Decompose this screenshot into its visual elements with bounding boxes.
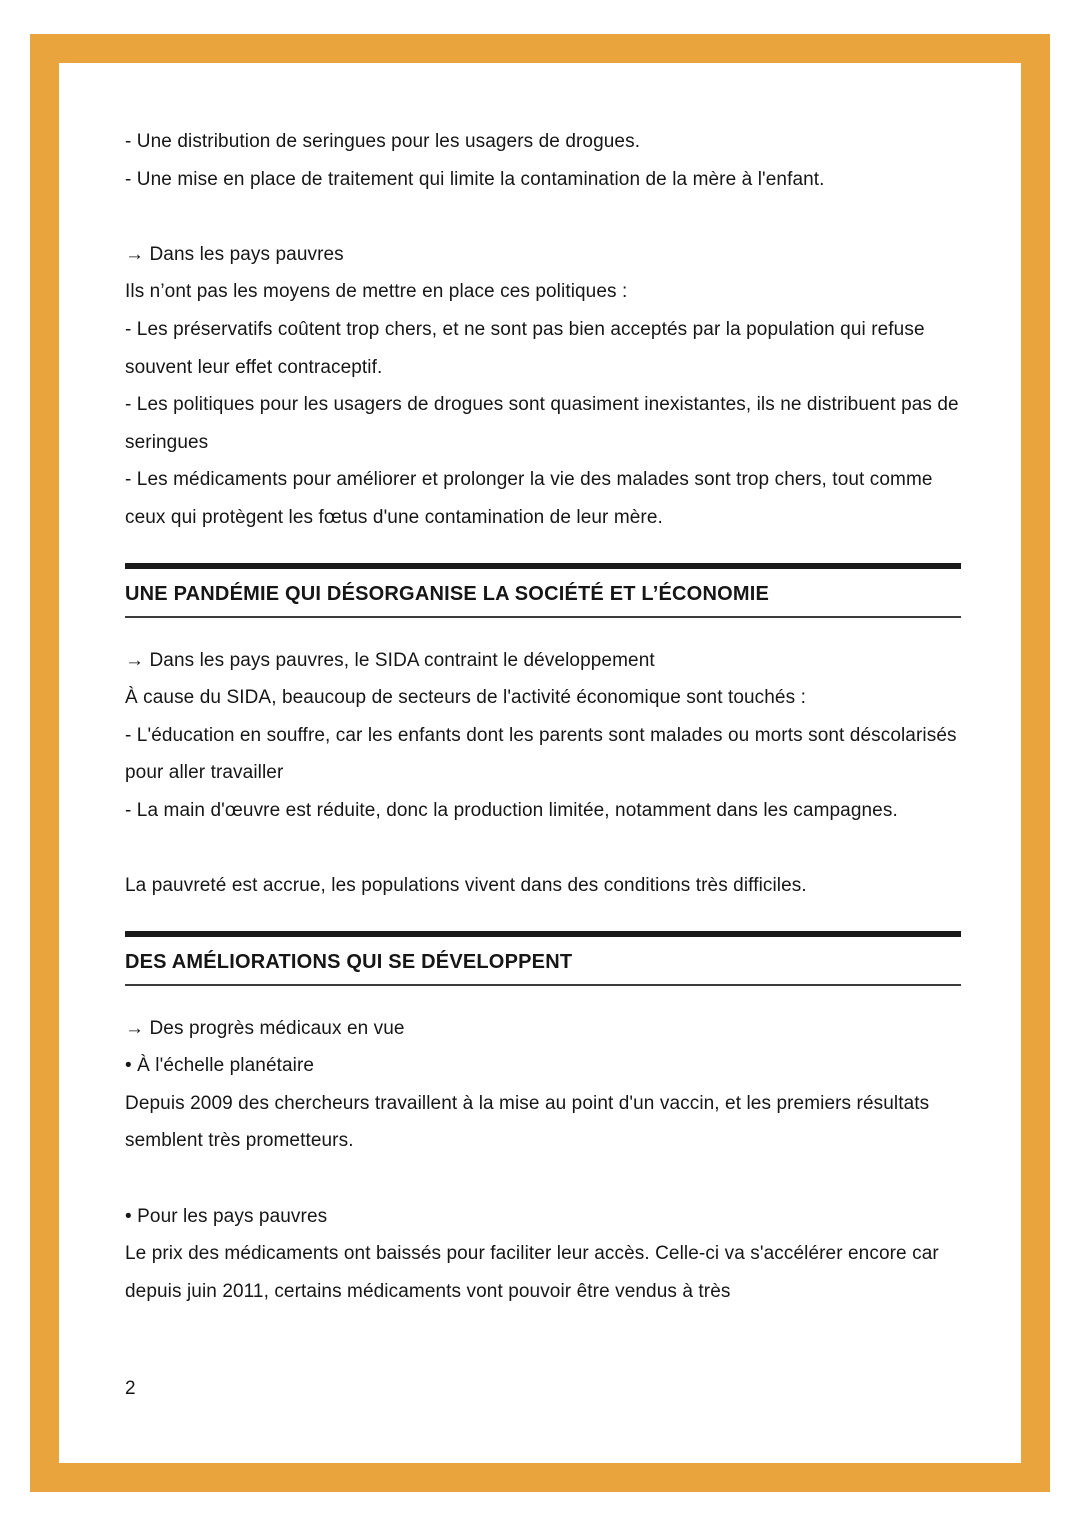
intro-paragraph-4: - Les médicaments pour améliorer et prolonger la vie des malades sont trop chers, tout comme ceux qui protègent les fœtus d'une contamination de leur mère. (125, 469, 933, 528)
pandemic-paragraph-3: - La main d'œuvre est réduite, donc la production limitée, notamment dans les campagnes. (125, 799, 898, 821)
intro-arrow-heading: → Dans les pays pauvres (125, 243, 344, 265)
spacer (125, 1160, 961, 1198)
spacer (125, 198, 961, 236)
page-frame (30, 34, 1050, 1492)
improvements-sub2-title: • Pour les pays pauvres (125, 1205, 328, 1227)
pandemic-paragraph-2: - L'éducation en souffre, car les enfants dont les parents sont malades ou morts sont déscolarisés pour aller travailler (125, 724, 957, 784)
page-number: 2 (125, 1378, 136, 1400)
intro-paragraph-3: - Les politiques pour les usagers de drogues sont quasiment inexistantes, ils ne distribuent pas de seringues (125, 394, 959, 453)
section-heading-improvements: DES AMÉLIORATIONS QUI SE DÉVELOPPENT (125, 931, 961, 986)
pandemic-closing: La pauvreté est accrue, les populations vivent dans des conditions très difficiles. (125, 875, 807, 897)
spacer (125, 830, 961, 868)
intro-bullet-2: - Une mise en place de traitement qui limite la contamination de la mère à l'enfant. (125, 168, 825, 190)
improvements-sub2-text: Le prix des médicaments ont baissés pour faciliter leur accès. Celle-ci va s'accélérer encore car depuis juin 2011, certains médicaments vont pouvoir être vendus à très (125, 1243, 939, 1302)
improvements-sub1-title: • À l'échelle planétaire (125, 1055, 315, 1077)
intro-paragraph-2: - Les préservatifs coûtent trop chers, et ne sont pas bien acceptés par la population qui refuse souvent leur effet contraceptif. (125, 318, 925, 378)
section-heading-pandemic: UNE PANDÉMIE QUI DÉSORGANISE LA SOCIÉTÉ ET L’ÉCONOMIE (125, 563, 961, 618)
document-page (59, 63, 1021, 1463)
intro-bullet-1: - Une distribution de seringues pour les usagers de drogues. (125, 131, 641, 152)
intro-paragraph-1: Ils n’ont pas les moyens de mettre en place ces politiques : (125, 281, 628, 303)
improvements-arrow-heading: → Des progrès médicaux en vue (125, 1017, 405, 1039)
improvements-sub1-text: Depuis 2009 des chercheurs travaillent à la mise au point d'un vaccin, et les premiers résultats semblent très prometteurs. (125, 1092, 930, 1152)
pandemic-arrow-heading: → Dans les pays pauvres, le SIDA contraint le développement (125, 649, 655, 671)
pandemic-paragraph-1: À cause du SIDA, beaucoup de secteurs de l'activité économique sont touchés : (125, 687, 806, 709)
